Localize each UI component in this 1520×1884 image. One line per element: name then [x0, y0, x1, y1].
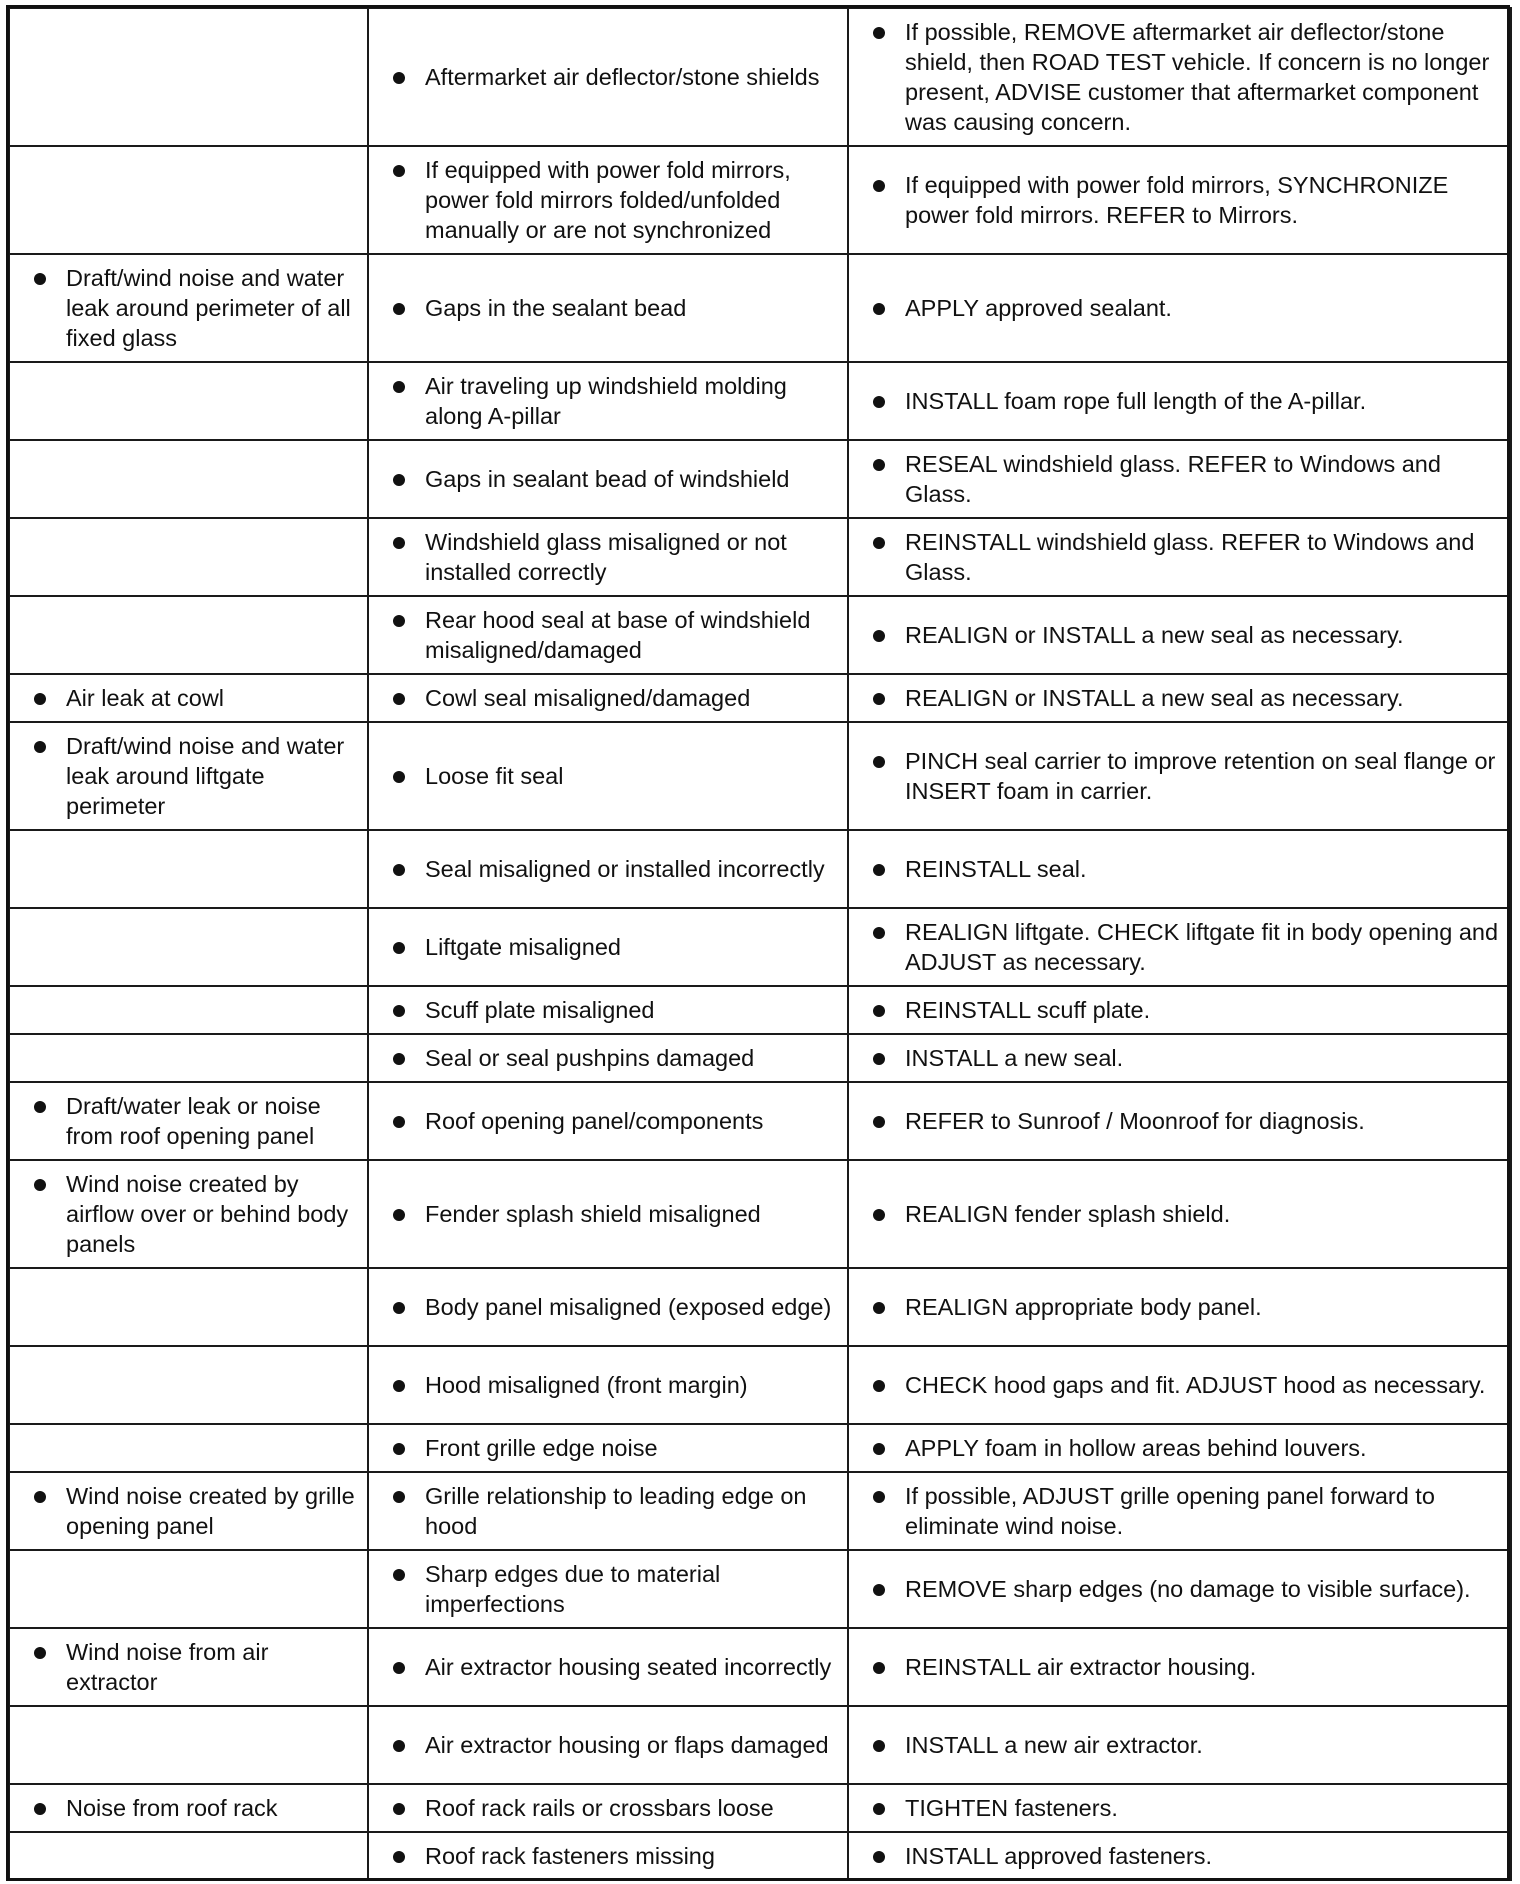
action-item — [871, 1433, 1500, 1463]
bullet-icon — [393, 474, 405, 486]
symptom-text: Wind noise created by grille opening panel — [66, 1483, 355, 1539]
action-item — [871, 17, 1500, 137]
bullet-icon — [34, 273, 46, 285]
action-cell — [848, 1082, 1511, 1160]
cause-item — [391, 995, 837, 1025]
cause-item — [391, 1481, 837, 1541]
symptom-cell — [9, 908, 368, 986]
symptom-item — [32, 1637, 357, 1697]
cause-cell — [368, 518, 848, 596]
cause-text: Air extractor housing seated incorrectly — [425, 1654, 832, 1680]
cause-item — [391, 1043, 837, 1073]
action-text: If possible, REMOVE aftermarket air deflector/stone shield, then ROAD TEST vehicle. If concern is no longer present, ADVISE customer that aftermarket component was causing concern. — [905, 19, 1490, 135]
action-text: REALIGN or INSTALL a new seal as necessary. — [905, 685, 1404, 711]
cause-cell — [368, 1706, 848, 1784]
action-text: REINSTALL seal. — [905, 856, 1087, 882]
symptom-text: Draft/wind noise and water leak around perimeter of all fixed glass — [66, 265, 351, 351]
action-cell — [848, 1628, 1511, 1706]
symptom-text: Draft/wind noise and water leak around liftgate perimeter — [66, 733, 345, 819]
symptom-item — [32, 731, 357, 821]
cause-item — [391, 1559, 837, 1619]
cause-text: Body panel misaligned (exposed edge) — [425, 1294, 832, 1320]
symptom-cell — [9, 830, 368, 908]
action-item — [871, 1793, 1500, 1823]
action-item — [871, 170, 1500, 230]
action-text: TIGHTEN fasteners. — [905, 1795, 1118, 1821]
table-row — [9, 146, 1511, 254]
cause-text: Roof opening panel/components — [425, 1108, 764, 1134]
action-text: CHECK hood gaps and fit. ADJUST hood as necessary. — [905, 1372, 1486, 1398]
bullet-icon — [873, 630, 885, 642]
symptom-cell — [9, 674, 368, 722]
cause-cell — [368, 674, 848, 722]
table-row — [9, 1472, 1511, 1550]
symptom-cell — [9, 1424, 368, 1472]
cause-cell — [368, 596, 848, 674]
action-cell — [848, 908, 1511, 986]
action-text: REMOVE sharp edges (no damage to visible surface). — [905, 1576, 1471, 1602]
action-cell — [848, 986, 1511, 1034]
bullet-icon — [34, 1101, 46, 1113]
bullet-icon — [393, 1116, 405, 1128]
cause-cell — [368, 1160, 848, 1268]
cause-item — [391, 1730, 837, 1760]
action-text: REALIGN liftgate. CHECK liftgate fit in body opening and ADJUST as necessary. — [905, 919, 1499, 975]
bullet-icon — [873, 1302, 885, 1314]
symptom-item — [32, 1481, 357, 1541]
bullet-icon — [34, 1491, 46, 1503]
symptom-cell — [9, 1628, 368, 1706]
bullet-icon — [873, 1443, 885, 1455]
action-item — [871, 1652, 1500, 1682]
action-cell — [848, 1346, 1511, 1424]
bullet-icon — [873, 693, 885, 705]
table-row — [9, 1034, 1511, 1082]
symptom-item — [32, 263, 357, 353]
cause-text: Seal or seal pushpins damaged — [425, 1045, 755, 1071]
bullet-icon — [393, 1302, 405, 1314]
bullet-icon — [873, 1584, 885, 1596]
cause-text: Rear hood seal at base of windshield misaligned/damaged — [425, 607, 811, 663]
action-cell — [848, 1832, 1511, 1880]
cause-item — [391, 605, 837, 665]
action-cell — [848, 362, 1511, 440]
cause-item — [391, 1292, 837, 1322]
cause-text: Grille relationship to leading edge on hood — [425, 1483, 807, 1539]
cause-text: Seal misaligned or installed incorrectly — [425, 856, 825, 882]
bullet-icon — [393, 165, 405, 177]
cause-text: Sharp edges due to material imperfections — [425, 1561, 721, 1617]
action-text: REINSTALL air extractor housing. — [905, 1654, 1257, 1680]
table-row — [9, 908, 1511, 986]
cause-item — [391, 62, 837, 92]
bullet-icon — [393, 1005, 405, 1017]
symptom-text: Draft/water leak or noise from roof opening panel — [66, 1093, 321, 1149]
bullet-icon — [393, 615, 405, 627]
action-text: REFER to Sunroof / Moonroof for diagnosis. — [905, 1108, 1365, 1134]
bullet-icon — [873, 1491, 885, 1503]
bullet-icon — [873, 1005, 885, 1017]
table-row — [9, 1424, 1511, 1472]
cause-text: Air extractor housing or flaps damaged — [425, 1732, 829, 1758]
bullet-icon — [393, 1443, 405, 1455]
action-cell — [848, 8, 1511, 146]
action-text: REINSTALL windshield glass. REFER to Windows and Glass. — [905, 529, 1475, 585]
bullet-icon — [873, 1803, 885, 1815]
symptom-cell — [9, 1550, 368, 1628]
action-text: INSTALL foam rope full length of the A-pillar. — [905, 388, 1367, 414]
cause-text: Loose fit seal — [425, 763, 564, 789]
action-item — [871, 683, 1500, 713]
bullet-icon — [873, 1116, 885, 1128]
action-text: INSTALL a new seal. — [905, 1045, 1124, 1071]
action-item — [871, 1043, 1500, 1073]
cause-cell — [368, 1034, 848, 1082]
action-text: REINSTALL scuff plate. — [905, 997, 1151, 1023]
action-cell — [848, 1550, 1511, 1628]
bullet-icon — [34, 1803, 46, 1815]
bullet-icon — [393, 381, 405, 393]
table-body — [9, 8, 1511, 1880]
table-row — [9, 1346, 1511, 1424]
table-row — [9, 1082, 1511, 1160]
table-row — [9, 830, 1511, 908]
bullet-icon — [393, 1803, 405, 1815]
action-text: APPLY foam in hollow areas behind louvers. — [905, 1435, 1367, 1461]
cause-text: Liftgate misaligned — [425, 934, 621, 960]
symptom-cell — [9, 518, 368, 596]
action-item — [871, 449, 1500, 509]
bullet-icon — [873, 1053, 885, 1065]
bullet-icon — [393, 1053, 405, 1065]
symptom-cell — [9, 8, 368, 146]
bullet-icon — [393, 1380, 405, 1392]
cause-item — [391, 1841, 837, 1871]
symptom-cell — [9, 1160, 368, 1268]
action-item — [871, 620, 1500, 650]
table-row — [9, 1628, 1511, 1706]
bullet-icon — [873, 1851, 885, 1863]
action-text: APPLY approved sealant. — [905, 295, 1172, 321]
action-item — [871, 1199, 1500, 1229]
action-cell — [848, 1268, 1511, 1346]
action-text: REALIGN fender splash shield. — [905, 1201, 1231, 1227]
bullet-icon — [873, 927, 885, 939]
action-item — [871, 293, 1500, 323]
action-item — [871, 527, 1500, 587]
action-cell — [848, 830, 1511, 908]
bullet-icon — [873, 459, 885, 471]
bullet-icon — [393, 72, 405, 84]
symptom-cell — [9, 722, 368, 830]
bullet-icon — [393, 693, 405, 705]
cause-cell — [368, 1082, 848, 1160]
cause-item — [391, 1106, 837, 1136]
action-cell — [848, 254, 1511, 362]
table-row — [9, 674, 1511, 722]
bullet-icon — [873, 396, 885, 408]
table-row — [9, 1832, 1511, 1880]
bullet-icon — [873, 1740, 885, 1752]
action-item — [871, 1292, 1500, 1322]
cause-cell — [368, 1550, 848, 1628]
cause-text: Roof rack rails or crossbars loose — [425, 1795, 774, 1821]
symptom-cell — [9, 1706, 368, 1784]
cause-item — [391, 761, 837, 791]
table-row — [9, 596, 1511, 674]
bullet-icon — [873, 864, 885, 876]
diagnosis-table — [8, 7, 1512, 1881]
cause-item — [391, 854, 837, 884]
action-cell — [848, 1424, 1511, 1472]
action-text: REALIGN or INSTALL a new seal as necessary. — [905, 622, 1404, 648]
action-cell — [848, 596, 1511, 674]
bullet-icon — [873, 756, 885, 768]
action-item — [871, 1841, 1500, 1871]
action-cell — [848, 1472, 1511, 1550]
cause-cell — [368, 440, 848, 518]
symptom-cell — [9, 596, 368, 674]
cause-text: Fender splash shield misaligned — [425, 1201, 761, 1227]
action-item — [871, 1574, 1500, 1604]
symptom-cell — [9, 1268, 368, 1346]
table-row — [9, 254, 1511, 362]
action-cell — [848, 1784, 1511, 1832]
cause-cell — [368, 1268, 848, 1346]
action-text: RESEAL windshield glass. REFER to Windows and Glass. — [905, 451, 1441, 507]
cause-cell — [368, 1424, 848, 1472]
action-item — [871, 917, 1500, 977]
bullet-icon — [873, 180, 885, 192]
symptom-cell — [9, 1784, 368, 1832]
action-text: INSTALL a new air extractor. — [905, 1732, 1203, 1758]
action-item — [871, 746, 1500, 806]
action-cell — [848, 722, 1511, 830]
action-item — [871, 854, 1500, 884]
cause-cell — [368, 146, 848, 254]
symptom-cell — [9, 1472, 368, 1550]
cause-cell — [368, 908, 848, 986]
cause-text: Windshield glass misaligned or not installed correctly — [425, 529, 787, 585]
bullet-icon — [873, 27, 885, 39]
cause-text: Cowl seal misaligned/damaged — [425, 685, 751, 711]
bullet-icon — [393, 942, 405, 954]
table-row — [9, 986, 1511, 1034]
action-item — [871, 1730, 1500, 1760]
cause-cell — [368, 722, 848, 830]
bullet-icon — [393, 1569, 405, 1581]
symptom-item — [32, 683, 357, 713]
cause-text: Air traveling up windshield molding along A-pillar — [425, 373, 787, 429]
cause-item — [391, 683, 837, 713]
symptom-text: Wind noise from air extractor — [66, 1639, 269, 1695]
bullet-icon — [393, 1662, 405, 1674]
table-row — [9, 1784, 1511, 1832]
cause-item — [391, 527, 837, 587]
cause-item — [391, 371, 837, 431]
action-cell — [848, 1034, 1511, 1082]
cause-item — [391, 1652, 837, 1682]
bullet-icon — [34, 1647, 46, 1659]
cause-item — [391, 1370, 837, 1400]
bullet-icon — [393, 771, 405, 783]
cause-item — [391, 155, 837, 245]
cause-item — [391, 1199, 837, 1229]
cause-text: Gaps in the sealant bead — [425, 295, 687, 321]
action-item — [871, 1106, 1500, 1136]
bullet-icon — [873, 1380, 885, 1392]
cause-text: Aftermarket air deflector/stone shields — [425, 64, 820, 90]
cause-item — [391, 464, 837, 494]
cause-text: Roof rack fasteners missing — [425, 1843, 715, 1869]
symptom-cell — [9, 1034, 368, 1082]
bullet-icon — [34, 693, 46, 705]
symptom-text: Air leak at cowl — [66, 685, 225, 711]
table-row — [9, 362, 1511, 440]
cause-item — [391, 932, 837, 962]
bullet-icon — [393, 1491, 405, 1503]
bullet-icon — [873, 537, 885, 549]
symptom-cell — [9, 986, 368, 1034]
table-row — [9, 1550, 1511, 1628]
table-row — [9, 518, 1511, 596]
cause-item — [391, 1433, 837, 1463]
cause-cell — [368, 8, 848, 146]
bullet-icon — [393, 1851, 405, 1863]
symptom-cell — [9, 362, 368, 440]
symptom-cell — [9, 440, 368, 518]
bullet-icon — [393, 1209, 405, 1221]
diagnosis-table-sheet — [8, 7, 1510, 1881]
action-cell — [848, 518, 1511, 596]
cause-text: Hood misaligned (front margin) — [425, 1372, 748, 1398]
symptom-cell — [9, 1346, 368, 1424]
action-cell — [848, 1706, 1511, 1784]
cause-cell — [368, 1346, 848, 1424]
symptom-text: Noise from roof rack — [66, 1795, 278, 1821]
bullet-icon — [393, 864, 405, 876]
table-row — [9, 722, 1511, 830]
cause-cell — [368, 1832, 848, 1880]
symptom-item — [32, 1091, 357, 1151]
action-item — [871, 1481, 1500, 1541]
symptom-cell — [9, 254, 368, 362]
symptom-item — [32, 1169, 357, 1259]
cause-item — [391, 293, 837, 323]
cause-text: If equipped with power fold mirrors, power fold mirrors folded/unfolded manually or are not synchronized — [425, 157, 791, 243]
cause-text: Gaps in sealant bead of windshield — [425, 466, 790, 492]
action-text: INSTALL approved fasteners. — [905, 1843, 1212, 1869]
action-text: If equipped with power fold mirrors, SYNCHRONIZE power fold mirrors. REFER to Mirrors. — [905, 172, 1449, 228]
action-item — [871, 995, 1500, 1025]
cause-item — [391, 1793, 837, 1823]
action-text: REALIGN appropriate body panel. — [905, 1294, 1262, 1320]
cause-cell — [368, 1472, 848, 1550]
bullet-icon — [873, 303, 885, 315]
action-item — [871, 386, 1500, 416]
bullet-icon — [873, 1662, 885, 1674]
action-item — [871, 1370, 1500, 1400]
cause-cell — [368, 830, 848, 908]
table-row — [9, 1706, 1511, 1784]
cause-cell — [368, 1784, 848, 1832]
action-text: If possible, ADJUST grille opening panel forward to eliminate wind noise. — [905, 1483, 1435, 1539]
table-row — [9, 1268, 1511, 1346]
action-cell — [848, 440, 1511, 518]
bullet-icon — [393, 1740, 405, 1752]
table-row — [9, 1160, 1511, 1268]
symptom-cell — [9, 1832, 368, 1880]
symptom-cell — [9, 1082, 368, 1160]
table-row — [9, 8, 1511, 146]
action-text: PINCH seal carrier to improve retention on seal flange or INSERT foam in carrier. — [905, 748, 1496, 804]
table-row — [9, 440, 1511, 518]
action-cell — [848, 674, 1511, 722]
symptom-text: Wind noise created by airflow over or behind body panels — [66, 1171, 349, 1257]
action-cell — [848, 1160, 1511, 1268]
bullet-icon — [393, 303, 405, 315]
symptom-item — [32, 1793, 357, 1823]
bullet-icon — [393, 537, 405, 549]
cause-cell — [368, 1628, 848, 1706]
bullet-icon — [873, 1209, 885, 1221]
bullet-icon — [34, 741, 46, 753]
bullet-icon — [34, 1179, 46, 1191]
cause-cell — [368, 986, 848, 1034]
cause-cell — [368, 362, 848, 440]
cause-text: Scuff plate misaligned — [425, 997, 655, 1023]
cause-cell — [368, 254, 848, 362]
symptom-cell — [9, 146, 368, 254]
cause-text: Front grille edge noise — [425, 1435, 658, 1461]
action-cell — [848, 146, 1511, 254]
